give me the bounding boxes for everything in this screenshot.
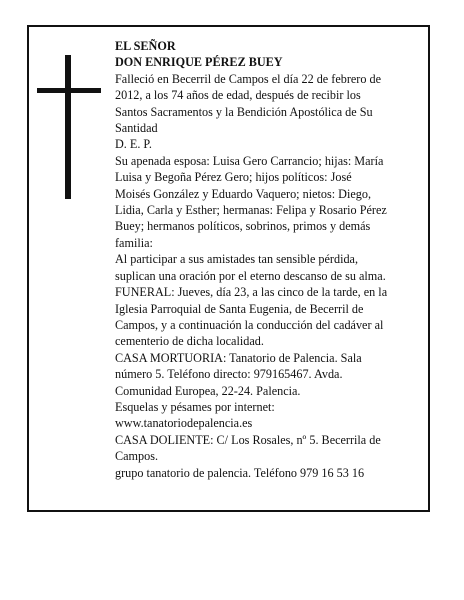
obituary-line: grupo tanatorio de palencia. Teléfono 979 16 53 16 <box>115 465 365 480</box>
obituary-line: Moisés González y Eduardo Vaquero; nietos: Diego, <box>115 186 371 201</box>
obituary-line: Su apenada esposa: Luisa Gero Carrancio; hijas: María <box>115 153 384 168</box>
obituary-line: cementerio de dicha localidad. <box>115 334 264 349</box>
obituary-line: Buey; hermanos políticos, sobrinos, primos y demás <box>115 219 371 234</box>
cross-vertical-bar <box>65 55 71 199</box>
obituary-line: Al participar a sus amistades tan sensible pérdida, <box>115 252 359 267</box>
obituary-line: D. E. P. <box>115 137 152 152</box>
obituary-line: Luisa y Begoña Pérez Gero; hijos políticos: José <box>115 170 352 185</box>
obituary-frame <box>27 25 430 512</box>
obituary-line: CASA MORTUORIA: Tanatorio de Palencia. Sala <box>115 350 362 365</box>
obituary-title: EL SEÑOR <box>115 39 176 53</box>
obituary-line: Iglesia Parroquial de Santa Eugenia, de Becerril de <box>115 301 364 316</box>
obituary-text <box>115 38 425 481</box>
obituary-line: número 5. Teléfono directo: 979165467. Avda. <box>115 367 343 382</box>
obituary-line: Santos Sacramentos y la Bendición Apostólica de Su <box>115 104 373 119</box>
obituary-line: Campos. <box>115 449 158 464</box>
obituary-line: FUNERAL: Jueves, día 23, a las cinco de la tarde, en la <box>115 285 388 300</box>
obituary-line: suplican una oración por el eterno descanso de su alma. <box>115 268 386 283</box>
obituary-line: Campos, y a continuación la conducción del cadáver al <box>115 317 384 332</box>
obituary-line: Falleció en Becerril de Campos el día 22 de febrero de <box>115 71 381 86</box>
obituary-line: Esquelas y pésames por internet: <box>115 399 275 414</box>
deceased-name: DON ENRIQUE PÉREZ BUEY <box>115 55 283 70</box>
cross-horizontal-bar <box>37 88 101 93</box>
obituary-line: CASA DOLIENTE: C/ Los Rosales, nº 5. Becerrila de <box>115 432 381 447</box>
obituary-line: Santidad <box>115 121 158 136</box>
website-link[interactable]: www.tanatoriodepalencia.es <box>115 416 253 431</box>
obituary-line: familia: <box>115 235 153 250</box>
obituary-line: Lidia, Carla y Esther; hermanas: Felipa y Rosario Pérez <box>115 203 387 218</box>
cross-icon <box>37 55 101 199</box>
obituary-line: Comunidad Europea, 22-24. Palencia. <box>115 383 301 398</box>
obituary-line: 2012, a los 74 años de edad, después de recibir los <box>115 88 361 103</box>
